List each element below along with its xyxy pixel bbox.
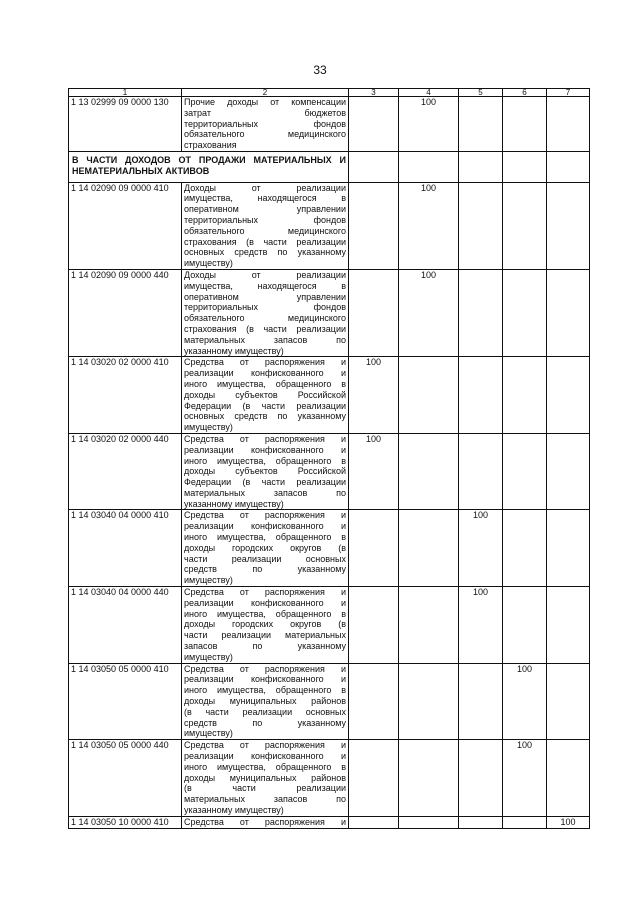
table-row (69, 433, 590, 510)
column-number-row (69, 89, 590, 97)
description-cell (182, 816, 349, 828)
text-line: иного имущества, обращенного в (184, 378, 346, 389)
value-cell-col5 (459, 357, 503, 434)
code-cell: 1 14 03050 10 0000 410 (69, 816, 182, 828)
text-line: обязательного медицинского (184, 129, 346, 140)
code-cell: 1 14 02090 09 0000 410 (69, 182, 182, 269)
text-line: Средства от распоряжения и (184, 433, 346, 444)
value-cell-col5 (459, 433, 503, 510)
text-line: реализации конфискованного и (184, 368, 346, 379)
text-line: реализации конфискованного и (184, 444, 346, 455)
table-row (69, 269, 590, 356)
value-cell-col6 (503, 182, 547, 269)
text-line: средств по указанному (184, 564, 346, 575)
value-cell-col5 (459, 97, 503, 152)
text-line: реализации конфискованного и (184, 751, 346, 762)
value-cell-col3 (349, 510, 399, 587)
value-cell-col4 (399, 587, 459, 664)
text-line: НЕМАТЕРИАЛЬНЫХ АКТИВОВ (72, 165, 210, 176)
value-cell-col6 (503, 433, 547, 510)
value-cell-col7 (547, 97, 590, 152)
text-line: Средства от распоряжения и (184, 587, 346, 598)
text-line: Федерации (в части реализации (184, 400, 346, 411)
text-line: материальных запасов по (184, 334, 346, 345)
table-row (69, 182, 590, 269)
value-cell-col3 (349, 97, 399, 152)
empty-cell (349, 151, 399, 182)
text-line: основных средств по указанному (184, 411, 346, 422)
text-line: Средства от распоряжения и (184, 357, 346, 368)
table-row (69, 663, 590, 740)
text-line: указанному имуществу) (184, 805, 284, 815)
text-line: Доходы от реализации (184, 182, 346, 193)
table-row (69, 357, 590, 434)
text-line: страхования (184, 140, 237, 151)
section-heading (69, 151, 349, 182)
section-heading-row (69, 151, 590, 182)
table-row (69, 510, 590, 587)
value-cell-col3: 100 (349, 433, 399, 510)
text-line: Средства от распоряжения и (184, 510, 346, 521)
value-cell-col4 (399, 663, 459, 740)
value-cell-col6 (503, 510, 547, 587)
code-cell: 1 14 03040 04 0000 440 (69, 587, 182, 664)
text-line: средств по указанному (184, 717, 346, 728)
value-cell-col6 (503, 357, 547, 434)
description-cell (182, 357, 349, 434)
value-cell-col3 (349, 740, 399, 817)
text-line: имущества, находящегося в (184, 280, 346, 291)
empty-cell (459, 151, 503, 182)
text-line: имуществу) (184, 651, 233, 662)
text-line: части реализации основных (184, 553, 346, 564)
value-cell-col4: 100 (399, 182, 459, 269)
text-line: реализации конфискованного и (184, 521, 346, 532)
code-cell: 1 14 03020 02 0000 440 (69, 433, 182, 510)
value-cell-col3 (349, 663, 399, 740)
value-cell-col5 (459, 269, 503, 356)
column-number-5: 5 (459, 89, 503, 97)
empty-cell (547, 151, 590, 182)
text-line: доходы городских округов (в (184, 619, 346, 630)
table-row (69, 740, 590, 817)
value-cell-col7 (547, 433, 590, 510)
text-line: Доходы от реализации (184, 269, 346, 280)
column-number-7: 7 (547, 89, 590, 97)
value-cell-col6 (503, 816, 547, 828)
column-number-3: 3 (349, 89, 399, 97)
text-line: реализации конфискованного и (184, 674, 346, 685)
text-line: запасов по указанному (184, 641, 346, 652)
value-cell-col7 (547, 510, 590, 587)
text-line: (в части реализации основных (184, 706, 346, 717)
text-line: территориальных фондов (184, 118, 346, 129)
value-cell-col5: 100 (459, 510, 503, 587)
text-line: доходы субъектов Российской (184, 466, 346, 477)
text-line: доходы муниципальных районов (184, 696, 346, 707)
text-line: Федерации (в части реализации (184, 477, 346, 488)
value-cell-col4 (399, 357, 459, 434)
text-line: указанному имуществу) (184, 498, 284, 509)
text-line: Средства от распоряжения и (184, 816, 346, 827)
value-cell-col6 (503, 587, 547, 664)
value-cell-col4 (399, 816, 459, 828)
value-cell-col5 (459, 740, 503, 817)
text-line: доходы субъектов Российской (184, 389, 346, 400)
text-line: затрат бюджетов (184, 107, 346, 118)
empty-cell (503, 151, 547, 182)
description-cell (182, 269, 349, 356)
value-cell-col6: 100 (503, 663, 547, 740)
text-line: имуществу) (184, 728, 233, 739)
description-cell (182, 182, 349, 269)
column-number-6: 6 (503, 89, 547, 97)
value-cell-col7 (547, 269, 590, 356)
value-cell-col3 (349, 269, 399, 356)
table-row (69, 97, 590, 152)
code-cell: 1 14 03050 05 0000 440 (69, 740, 182, 817)
text-line: (в части реализации (184, 783, 346, 794)
text-line: обязательного медицинского (184, 225, 346, 236)
code-cell: 1 14 03020 02 0000 410 (69, 357, 182, 434)
text-line: части реализации материальных (184, 630, 346, 641)
value-cell-col4 (399, 433, 459, 510)
text-line: имуществу) (184, 422, 233, 433)
value-cell-col3 (349, 182, 399, 269)
text-line: территориальных фондов (184, 302, 346, 313)
text-line: иного имущества, обращенного в (184, 608, 346, 619)
code-cell: 1 14 03050 05 0000 410 (69, 663, 182, 740)
text-line: имущества, находящегося в (184, 193, 346, 204)
value-cell-col7 (547, 182, 590, 269)
value-cell-col7 (547, 663, 590, 740)
text-line: имуществу) (184, 575, 233, 586)
text-line: основных средств по указанному (184, 247, 346, 258)
code-cell: 1 14 03040 04 0000 410 (69, 510, 182, 587)
table-row (69, 587, 590, 664)
column-number-1: 1 (69, 89, 182, 97)
table-row (69, 816, 590, 828)
value-cell-col6 (503, 269, 547, 356)
value-cell-col3 (349, 816, 399, 828)
description-cell (182, 663, 349, 740)
text-line: обязательного медицинского (184, 313, 346, 324)
text-line: доходы муниципальных районов (184, 772, 346, 783)
text-line: иного имущества, обращенного в (184, 532, 346, 543)
text-line: оперативном управлении (184, 291, 346, 302)
text-line: В ЧАСТИ ДОХОДОВ ОТ ПРОДАЖИ МАТЕРИАЛЬНЫХ И (72, 154, 346, 165)
value-cell-col4 (399, 740, 459, 817)
value-cell-col6: 100 (503, 740, 547, 817)
value-cell-col3 (349, 587, 399, 664)
value-cell-col6 (503, 97, 547, 152)
table-body (69, 89, 590, 829)
text-line: Средства от распоряжения и (184, 663, 346, 674)
value-cell-col7: 100 (547, 816, 590, 828)
text-line: страхования (в части реализации (184, 323, 346, 334)
value-cell-col4: 100 (399, 97, 459, 152)
code-cell: 1 14 02090 09 0000 440 (69, 269, 182, 356)
text-line: иного имущества, обращенного в (184, 685, 346, 696)
text-line: доходы городских округов (в (184, 542, 346, 553)
description-cell (182, 97, 349, 152)
text-line: Средства от распоряжения и (184, 740, 346, 751)
text-line: страхования (в части реализации (184, 236, 346, 247)
value-cell-col3: 100 (349, 357, 399, 434)
column-number-2: 2 (182, 89, 349, 97)
description-cell (182, 587, 349, 664)
text-line: иного имущества, обращенного в (184, 455, 346, 466)
value-cell-col7 (547, 740, 590, 817)
text-line: указанному имуществу) (184, 345, 284, 356)
value-cell-col4 (399, 510, 459, 587)
empty-cell (399, 151, 459, 182)
value-cell-col5: 100 (459, 587, 503, 664)
value-cell-col7 (547, 587, 590, 664)
description-cell (182, 740, 349, 817)
text-line: имуществу) (184, 258, 233, 269)
value-cell-col5 (459, 816, 503, 828)
page-number: 33 (313, 63, 327, 77)
revenue-table (68, 88, 590, 829)
text-line: иного имущества, обращенного в (184, 761, 346, 772)
description-cell (182, 510, 349, 587)
column-number-4: 4 (399, 89, 459, 97)
text-line: материальных запасов по (184, 794, 346, 805)
description-cell (182, 433, 349, 510)
value-cell-col4: 100 (399, 269, 459, 356)
text-line: реализации конфискованного и (184, 597, 346, 608)
text-line: оперативном управлении (184, 204, 346, 215)
text-line: Прочие доходы от компенсации (184, 97, 346, 107)
value-cell-col5 (459, 182, 503, 269)
text-line: территориальных фондов (184, 214, 346, 225)
value-cell-col5 (459, 663, 503, 740)
code-cell: 1 13 02999 09 0000 130 (69, 97, 182, 152)
text-line: материальных запасов по (184, 487, 346, 498)
value-cell-col7 (547, 357, 590, 434)
